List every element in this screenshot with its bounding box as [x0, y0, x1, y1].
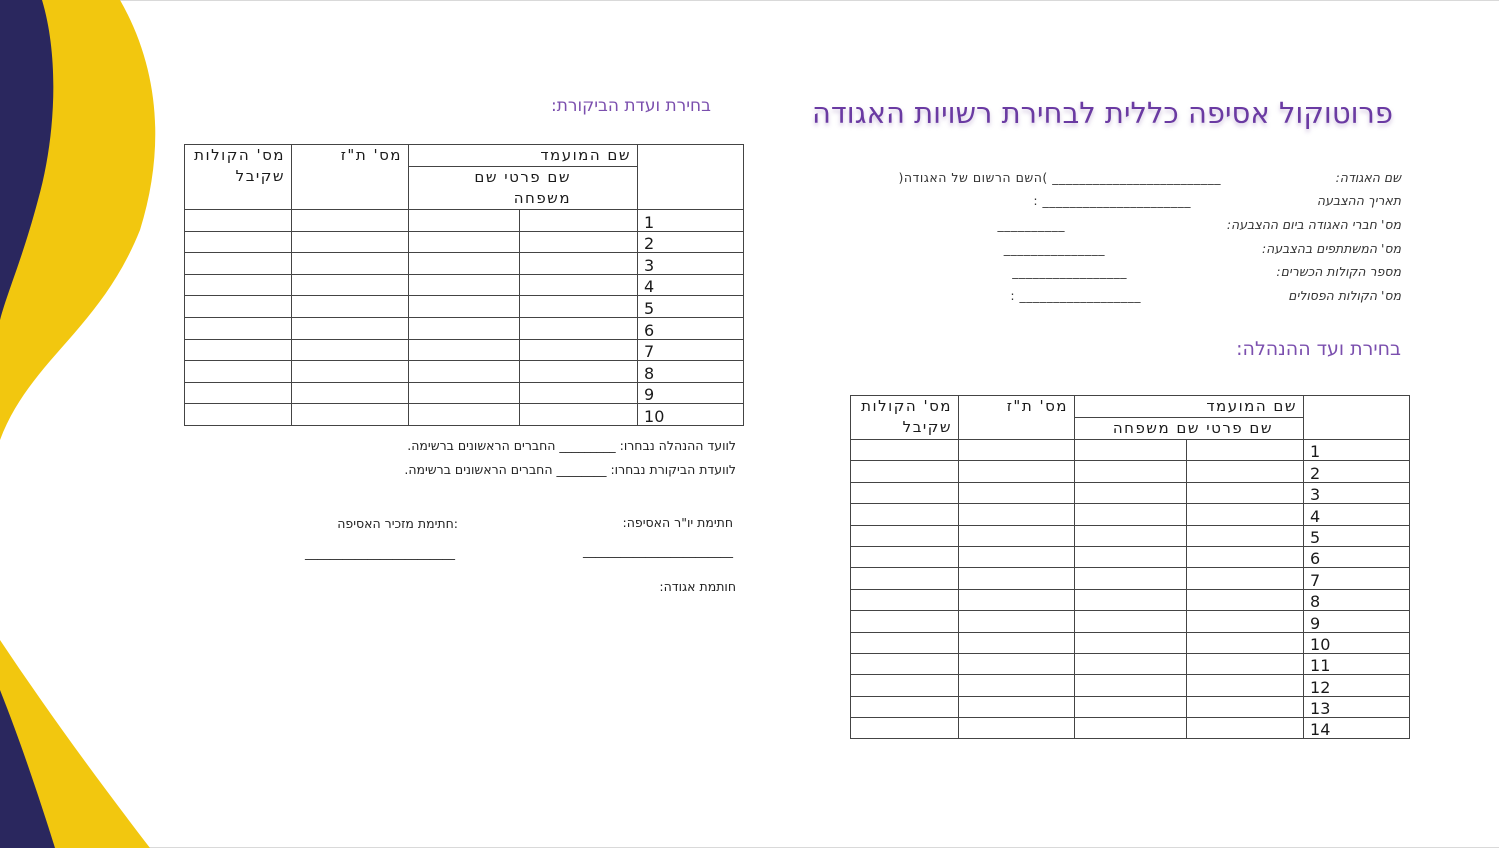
- info-label: מס' המשתתפים בהצבעה:: [1261, 241, 1401, 256]
- row-number: 10: [1304, 632, 1410, 653]
- last-name-cell[interactable]: [1075, 461, 1187, 482]
- info-label: תאריך ההצבעה: [1316, 193, 1401, 208]
- table-row: [185, 296, 744, 318]
- last-name-cell[interactable]: [1075, 718, 1187, 739]
- votes-cell[interactable]: [851, 482, 959, 503]
- first-name-cell[interactable]: [520, 339, 638, 361]
- empty-header-cell: [1304, 396, 1410, 440]
- row-number: 5: [638, 296, 744, 318]
- table-row: [851, 482, 1410, 503]
- first-name-cell[interactable]: [1187, 696, 1304, 717]
- last-name-cell[interactable]: [1075, 546, 1187, 567]
- elected-audit-note: לוועדת הביקורת נבחרו: ________ החברים הראשונים ברשימה.: [404, 462, 736, 477]
- row-number: 2: [1304, 461, 1410, 482]
- first-name-cell[interactable]: [1187, 675, 1304, 696]
- audit-table: [184, 144, 744, 426]
- header-first-last-name: שם פרטי שם משפחה: [1075, 418, 1304, 440]
- votes-cell[interactable]: [185, 296, 292, 318]
- last-name-cell[interactable]: [409, 382, 520, 404]
- chairman-signature-line[interactable]: ________________________: [583, 543, 733, 558]
- header-candidate-name: שם המועמד: [1075, 396, 1304, 418]
- table-row: [851, 696, 1410, 717]
- secretary-signature-label: :חתימת מזכיר האסיפה: [337, 516, 458, 531]
- id-cell[interactable]: [959, 718, 1075, 739]
- id-cell[interactable]: [959, 525, 1075, 546]
- votes-cell[interactable]: [851, 718, 959, 739]
- first-name-cell[interactable]: [1187, 504, 1304, 525]
- chairman-signature-label: חתימת יו"ר האסיפה:: [622, 515, 733, 530]
- id-cell[interactable]: [292, 317, 409, 339]
- first-name-cell[interactable]: [520, 382, 638, 404]
- audit-section-title: בחירת ועדת הביקורת:: [551, 96, 711, 116]
- first-name-cell[interactable]: [1187, 611, 1304, 632]
- first-name-cell[interactable]: [520, 317, 638, 339]
- table-row: [851, 525, 1410, 546]
- table-row: [851, 546, 1410, 567]
- info-value: __________________ :: [1010, 288, 1141, 303]
- table-row: [185, 274, 744, 296]
- first-name-cell[interactable]: [1187, 440, 1304, 461]
- row-number: 3: [1304, 482, 1410, 503]
- row-number: 8: [638, 361, 744, 383]
- id-cell[interactable]: [959, 696, 1075, 717]
- id-cell[interactable]: [959, 653, 1075, 674]
- info-field-vote-date: [841, 193, 1401, 211]
- info-value: ______________________ :: [1033, 193, 1191, 208]
- votes-cell[interactable]: [185, 231, 292, 253]
- votes-cell[interactable]: [851, 525, 959, 546]
- info-value: _________________________ )השם הרשום של האגודה(: [898, 170, 1221, 185]
- id-cell[interactable]: [292, 210, 409, 232]
- table-row: [851, 440, 1410, 461]
- table-row: [851, 611, 1410, 632]
- table-row: [185, 253, 744, 275]
- id-cell[interactable]: [959, 504, 1075, 525]
- id-cell[interactable]: [292, 361, 409, 383]
- votes-cell[interactable]: [185, 274, 292, 296]
- first-name-cell[interactable]: [1187, 589, 1304, 610]
- votes-cell[interactable]: [851, 675, 959, 696]
- id-cell[interactable]: [959, 632, 1075, 653]
- row-number: 10: [638, 404, 744, 426]
- last-name-cell[interactable]: [409, 253, 520, 275]
- first-name-cell[interactable]: [1187, 653, 1304, 674]
- first-name-cell[interactable]: [1187, 525, 1304, 546]
- last-name-cell[interactable]: [409, 317, 520, 339]
- header-votes-received: מס' הקולות שקיבל: [851, 396, 959, 440]
- management-section-title: בחירת ועד ההנהלה:: [1236, 338, 1401, 360]
- info-label: מס' הקולות הפסולים: [1288, 288, 1401, 303]
- decorative-waves: [0, 0, 170, 848]
- info-field-members-count: [841, 217, 1401, 235]
- table-row: [851, 632, 1410, 653]
- info-value: __________: [997, 217, 1065, 232]
- first-name-cell[interactable]: [520, 296, 638, 318]
- first-name-cell[interactable]: [1187, 482, 1304, 503]
- votes-cell[interactable]: [851, 546, 959, 567]
- table-row: [851, 653, 1410, 674]
- votes-cell[interactable]: [185, 339, 292, 361]
- table-row: [185, 382, 744, 404]
- id-cell[interactable]: [292, 274, 409, 296]
- association-stamp-label: חותמת אגודה:: [659, 579, 736, 594]
- row-number: 7: [638, 339, 744, 361]
- table-row: [851, 568, 1410, 589]
- table-row: [851, 718, 1410, 739]
- table-row: [185, 231, 744, 253]
- votes-cell[interactable]: [851, 653, 959, 674]
- table-row: [185, 361, 744, 383]
- row-number: 9: [638, 382, 744, 404]
- first-name-cell[interactable]: [520, 210, 638, 232]
- table-row: [185, 339, 744, 361]
- row-number: 12: [1304, 675, 1410, 696]
- last-name-cell[interactable]: [1075, 482, 1187, 503]
- id-cell[interactable]: [292, 339, 409, 361]
- row-number: 5: [1304, 525, 1410, 546]
- row-number: 2: [638, 231, 744, 253]
- votes-cell[interactable]: [851, 696, 959, 717]
- table-row: [851, 504, 1410, 525]
- info-field-association-name: [841, 170, 1401, 188]
- row-number: 8: [1304, 589, 1410, 610]
- table-row: [185, 210, 744, 232]
- last-name-cell[interactable]: [1075, 440, 1187, 461]
- first-name-cell[interactable]: [1187, 546, 1304, 567]
- votes-cell[interactable]: [185, 253, 292, 275]
- row-number: 1: [1304, 440, 1410, 461]
- votes-cell[interactable]: [851, 568, 959, 589]
- row-number: 14: [1304, 718, 1410, 739]
- table-row: [851, 589, 1410, 610]
- votes-cell[interactable]: [851, 440, 959, 461]
- votes-cell[interactable]: [185, 361, 292, 383]
- last-name-cell[interactable]: [1075, 696, 1187, 717]
- last-name-cell[interactable]: [1075, 589, 1187, 610]
- info-value: _______________: [1003, 241, 1105, 256]
- id-cell[interactable]: [292, 231, 409, 253]
- votes-cell[interactable]: [185, 404, 292, 426]
- header-first-last-name: שם פרטי שם משפחה: [409, 167, 638, 210]
- votes-cell[interactable]: [185, 317, 292, 339]
- elected-management-note: לוועד ההנהלה נבחרו: _________ החברים הראשונים ברשימה.: [407, 438, 736, 453]
- last-name-cell[interactable]: [1075, 568, 1187, 589]
- first-name-cell[interactable]: [520, 361, 638, 383]
- table-row: [185, 404, 744, 426]
- id-cell[interactable]: [959, 440, 1075, 461]
- last-name-cell[interactable]: [409, 274, 520, 296]
- last-name-cell[interactable]: [409, 296, 520, 318]
- info-field-valid-votes: [841, 264, 1401, 282]
- first-name-cell[interactable]: [520, 231, 638, 253]
- info-value: _________________: [1012, 264, 1127, 279]
- first-name-cell[interactable]: [520, 274, 638, 296]
- id-cell[interactable]: [959, 611, 1075, 632]
- management-table: [850, 395, 1410, 739]
- header-candidate-name: שם המועמד: [409, 145, 638, 167]
- row-number: 6: [1304, 546, 1410, 567]
- row-number: 1: [638, 210, 744, 232]
- header-id-number: מס' ת"ז: [292, 145, 409, 210]
- last-name-cell[interactable]: [1075, 611, 1187, 632]
- last-name-cell[interactable]: [1075, 504, 1187, 525]
- row-number: 7: [1304, 568, 1410, 589]
- first-name-cell[interactable]: [1187, 568, 1304, 589]
- id-cell[interactable]: [959, 482, 1075, 503]
- id-cell[interactable]: [959, 546, 1075, 567]
- votes-cell[interactable]: [851, 589, 959, 610]
- table-row: [185, 317, 744, 339]
- row-number: 6: [638, 317, 744, 339]
- id-cell[interactable]: [292, 296, 409, 318]
- first-name-cell[interactable]: [1187, 718, 1304, 739]
- page-title: פרוטוקול אסיפה כללית לבחירת רשויות האגודה: [811, 96, 1393, 130]
- votes-cell[interactable]: [851, 461, 959, 482]
- header-votes-received: מס' הקולות שקיבל: [185, 145, 292, 210]
- last-name-cell[interactable]: [409, 361, 520, 383]
- row-number: 3: [638, 253, 744, 275]
- info-field-participants: [841, 241, 1401, 259]
- info-label: שם האגודה:: [1335, 170, 1401, 185]
- table-row: [851, 675, 1410, 696]
- id-cell[interactable]: [959, 568, 1075, 589]
- row-number: 4: [1304, 504, 1410, 525]
- id-cell[interactable]: [959, 675, 1075, 696]
- last-name-cell[interactable]: [1075, 525, 1187, 546]
- last-name-cell[interactable]: [1075, 675, 1187, 696]
- row-number: 13: [1304, 696, 1410, 717]
- id-cell[interactable]: [959, 589, 1075, 610]
- votes-cell[interactable]: [851, 632, 959, 653]
- secretary-signature-line[interactable]: ________________________: [305, 545, 455, 560]
- row-number: 11: [1304, 653, 1410, 674]
- id-cell[interactable]: [292, 382, 409, 404]
- last-name-cell[interactable]: [1075, 632, 1187, 653]
- empty-header-cell: [638, 145, 744, 210]
- info-label: מס' חברי האגודה ביום ההצבעה:: [1226, 217, 1401, 232]
- first-name-cell[interactable]: [520, 404, 638, 426]
- id-cell[interactable]: [292, 253, 409, 275]
- votes-cell[interactable]: [851, 504, 959, 525]
- last-name-cell[interactable]: [1075, 653, 1187, 674]
- last-name-cell[interactable]: [409, 339, 520, 361]
- last-name-cell[interactable]: [409, 210, 520, 232]
- votes-cell[interactable]: [185, 210, 292, 232]
- id-cell[interactable]: [292, 404, 409, 426]
- votes-cell[interactable]: [185, 382, 292, 404]
- votes-cell[interactable]: [851, 611, 959, 632]
- info-label: מספר הקולות הכשרים:: [1276, 264, 1401, 279]
- last-name-cell[interactable]: [409, 404, 520, 426]
- id-cell[interactable]: [959, 461, 1075, 482]
- info-field-invalid-votes: [841, 288, 1401, 306]
- top-border: [0, 0, 1499, 1]
- row-number: 4: [638, 274, 744, 296]
- header-id-number: מס' ת"ז: [959, 396, 1075, 440]
- first-name-cell[interactable]: [1187, 632, 1304, 653]
- first-name-cell[interactable]: [520, 253, 638, 275]
- row-number: 9: [1304, 611, 1410, 632]
- table-row: [851, 461, 1410, 482]
- first-name-cell[interactable]: [1187, 461, 1304, 482]
- last-name-cell[interactable]: [409, 231, 520, 253]
